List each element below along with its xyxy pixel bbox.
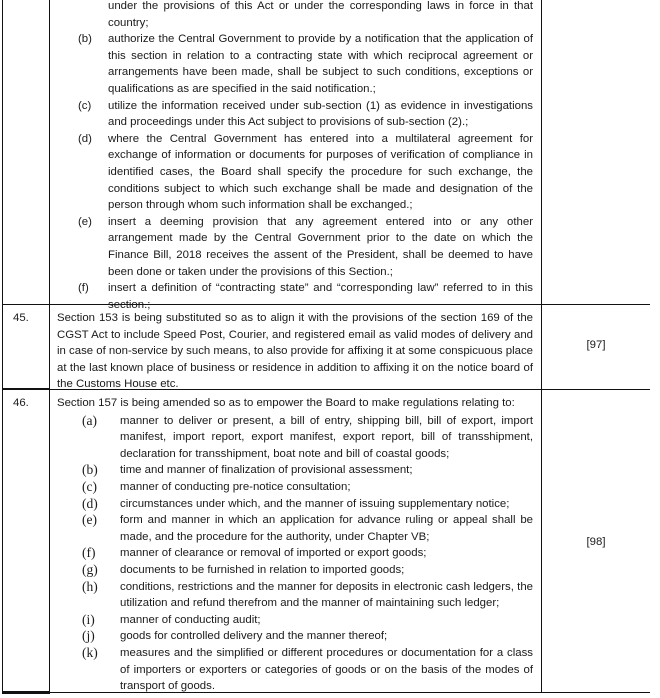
item-marker: (h) [82, 578, 98, 594]
number-column-divider-thick [2, 388, 50, 390]
list-item [78, 31, 533, 97]
table-left-border [2, 0, 3, 692]
list-item-continuation [78, 0, 533, 31]
list-item [82, 479, 533, 496]
row-45-reference: [97] [586, 339, 606, 351]
list-item [82, 612, 533, 629]
item-marker: (j) [82, 628, 95, 644]
row-46-intro: Section 157 is being amended so as to empower the Board to make regulations relating to: [57, 397, 515, 409]
item-text: manner of conducting pre-notice consultation; [120, 480, 351, 493]
row-46-list [57, 413, 533, 695]
item-text: insert a definition of “contracting state” and “corresponding law” referred to in this section.; [108, 282, 533, 311]
list-item [78, 280, 533, 313]
item-text: goods for controlled delivery and the manner thereof; [120, 630, 388, 643]
row-45-text: Section 153 is being substituted so as to align it with the provisions of the section 169 of the CGST Act to include Speed Post, Courier, and registered email as valid modes of delivery and in case of non-service by such means, to also provide for affixing it at some conspicuous place at the last known place of business or residence in addition to affixing it on the notice board of the Customs House etc. [57, 312, 533, 391]
item-marker: (f) [78, 282, 89, 295]
item-marker: (e) [82, 512, 97, 528]
list-item [78, 131, 533, 214]
list-item [78, 214, 533, 280]
item-marker: (a) [82, 412, 97, 428]
item-text: manner of conducting audit; [120, 613, 261, 626]
number-column-bottom-thick [2, 691, 50, 694]
list-item [82, 645, 533, 695]
item-text: authorize the Central Government to provide by a notification that the application of this section in relation to a contracting state with which reciprocal agreement or arrangements have been made, shall be subject to such conditions, exceptions or qualifications as are specified in the said notification.; [108, 33, 533, 95]
row-continuation-content [78, 0, 533, 313]
item-marker [78, 0, 108, 31]
item-text: time and manner of finalization of provisional assessment; [120, 464, 413, 477]
row-45-description [57, 310, 533, 393]
row-46-description [57, 395, 533, 695]
item-marker: (f) [82, 545, 96, 561]
item-marker: (i) [82, 611, 95, 627]
continuation-line-2: country; [108, 16, 149, 29]
item-marker: (e) [78, 215, 92, 228]
row-46-reference: [98] [586, 536, 606, 548]
item-marker: (d) [78, 132, 92, 145]
item-text: conditions, restrictions and the manner for deposits in electronic cash ledgers, the utilization and refund therefrom and the manner of maintaining such ledger; [120, 580, 533, 610]
list-item [82, 496, 533, 513]
list-item [82, 413, 533, 463]
row-46-number: 46. [13, 397, 29, 409]
item-marker: (b) [82, 462, 98, 478]
number-column-border [49, 0, 50, 692]
item-text: where the Central Government has entered into a multilateral agreement for exchange of information or documents for purposes of verification of compliance in identified cases, the Board shall specify the procedure for such exchange, the conditions subject to which such exchange shall be made and designation of the person through whom such information shall be exchanged.; [108, 132, 533, 212]
list-item [82, 579, 533, 612]
continuation-line-1: under the provisions of this Act or under the corresponding laws in force in that [108, 0, 533, 12]
item-marker: (c) [78, 99, 92, 112]
list-item [82, 545, 533, 562]
list-item [82, 562, 533, 579]
item-text: utilize the information received under sub-section (1) as evidence in investigations and proceedings under this Act subject to provisions of sub-section (2).; [108, 99, 533, 129]
list-item [82, 462, 533, 479]
item-text: manner to deliver or present, a bill of entry, shipping bill, bill of export, import manifest, import report, export manifest, export report, bill of transshipment, declaration for transshipment, boat note and bill of coastal goods; [120, 414, 533, 460]
item-text: form and manner in which an application for advance ruling or appeal shall be made, and the procedure for the authority, under Chapter VB; [120, 514, 533, 543]
item-marker: (g) [82, 561, 98, 577]
item-marker: (b) [78, 33, 92, 46]
row-45-number: 45. [13, 312, 29, 324]
item-marker: (k) [82, 644, 98, 660]
item-text: circumstances under which, and the manner of issuing supplementary notice; [120, 497, 510, 510]
list-item [78, 98, 533, 131]
item-marker: (c) [82, 478, 97, 494]
list-item [82, 512, 533, 545]
list-item [82, 628, 533, 645]
item-text: manner of clearance or removal of imported or export goods; [120, 547, 427, 560]
item-marker: (d) [82, 495, 98, 511]
item-text: insert a deeming provision that any agreement entered into or any other arrangement made by the Central Government prior to the date on which the Finance Bill, 2018 receives the assent of the President, shall be deemed to have been done or taken under the provisions of this Section.; [108, 215, 533, 278]
item-text: measures and the simplified or different procedures or documentation for a class of importers or exporters or categories of goods or on the basis of the modes of transport of goods. [120, 646, 533, 693]
item-text: documents to be furnished in relation to imported goods; [120, 563, 405, 576]
